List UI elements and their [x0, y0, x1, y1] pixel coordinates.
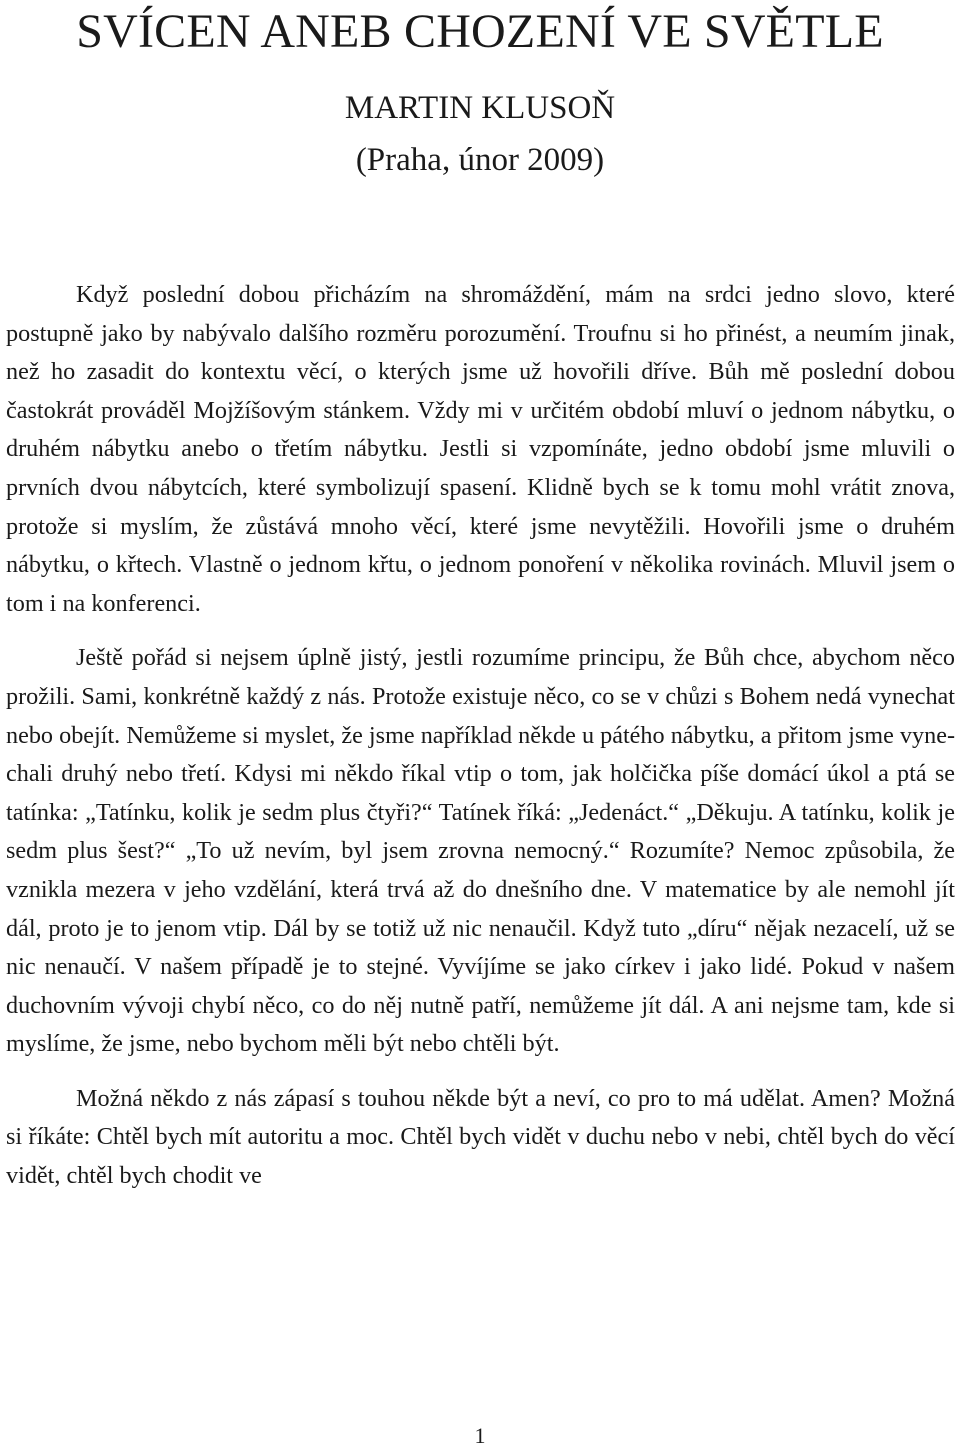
page-number: 1 [474, 1423, 486, 1448]
paragraph: Ještě pořád si nejsem úplně jistý, jestli rozumíme principu, že Bůh chce, abychom něco prožili. Sami, konkrétně každý z nás. Protože existuje něco, co se v chůzi s Bohem nedá vynechat nebo obejít. Nemůžeme si myslet, že jsme například někde u pátého nábytku, a přitom jsme vynechali druhý nebo třetí. Kdysi mi někdo říkal vtip o tom, jak holčička píše domácí úkol a ptá se tatínka: „Tatínku, kolik je sedm plus čtyři?“ Tatínek říká: „Jedenáct.“ „Děkuju. A tatínku, kolik je sedm plus šest?“ „To už nevím, byl jsem zrovna nemocný.“ Rozumíte? Nemoc způsobila, že vznikla mezera v jeho vzdělání, která trvá až do dnešního dne. V matematice by ale nemohl jít dál, proto je to jenom vtip. Dál by se totiž už nic nenaučil. Když tuto „díru“ nějak nezacelí, už se nic nenaučí. V našem případě je to stejné. Vyvíjíme se jako církev i jako lidé. Pokud v našem duchovním vývoji chybí něco, co do něj nutně patří, nemůžeme jít dál. A ani nejsme tam, kde si myslíme, že jsme, nebo bychom měli být nebo chtěli být. [6, 644, 955, 1058]
body-text [6, 276, 955, 1196]
paragraph: Když poslední dobou přicházím na shromáždění, mám na srdci jedno slovo, které postupně jako by nabývalo dalšího rozměru porozumění. Troufnu si ho přinést, a neumím jinak, než ho zasadit do kontextu věcí, o kterých jsme už hovořili dříve. Bůh mě poslední dobou častokrát prováděl Mojžíšovým stánkem. Vždy mi v určitém období mluví o jednom nábytku, o druhém nábytku anebo o třetím nábytku. Jestli si vzpomínáte, jedno období jsme mluvili o prvních dvou nábytcích, které symbolizují spasení. Klidně bych se k tomu mohl vrátit znova, protože si myslím, že zůstává mnoho věcí, které jsme nevytěžili. Hovořili jsme o druhém nábytku, o křtech. Vlastně o jednom křtu, o jednom ponoření v několika rovinách. Mluvil jsem o tom i na konferenci. [6, 281, 955, 617]
paragraph: Možná někdo z nás zápasí s touhou někde být a neví, co pro to má udělat. Amen? Možná si říkáte: Chtěl bych mít autoritu a moc. Chtěl bych vidět v duchu nebo v nebi, chtěl bych do věcí vidět, chtěl bych chodit ve [6, 1084, 955, 1190]
document-title: SVÍCEN ANEB CHOZENÍ VE SVĚTLE [76, 5, 884, 58]
place-date: (Praha, únor 2009) [355, 142, 605, 178]
author-name: MARTIN KLUSOŇ [344, 90, 616, 126]
